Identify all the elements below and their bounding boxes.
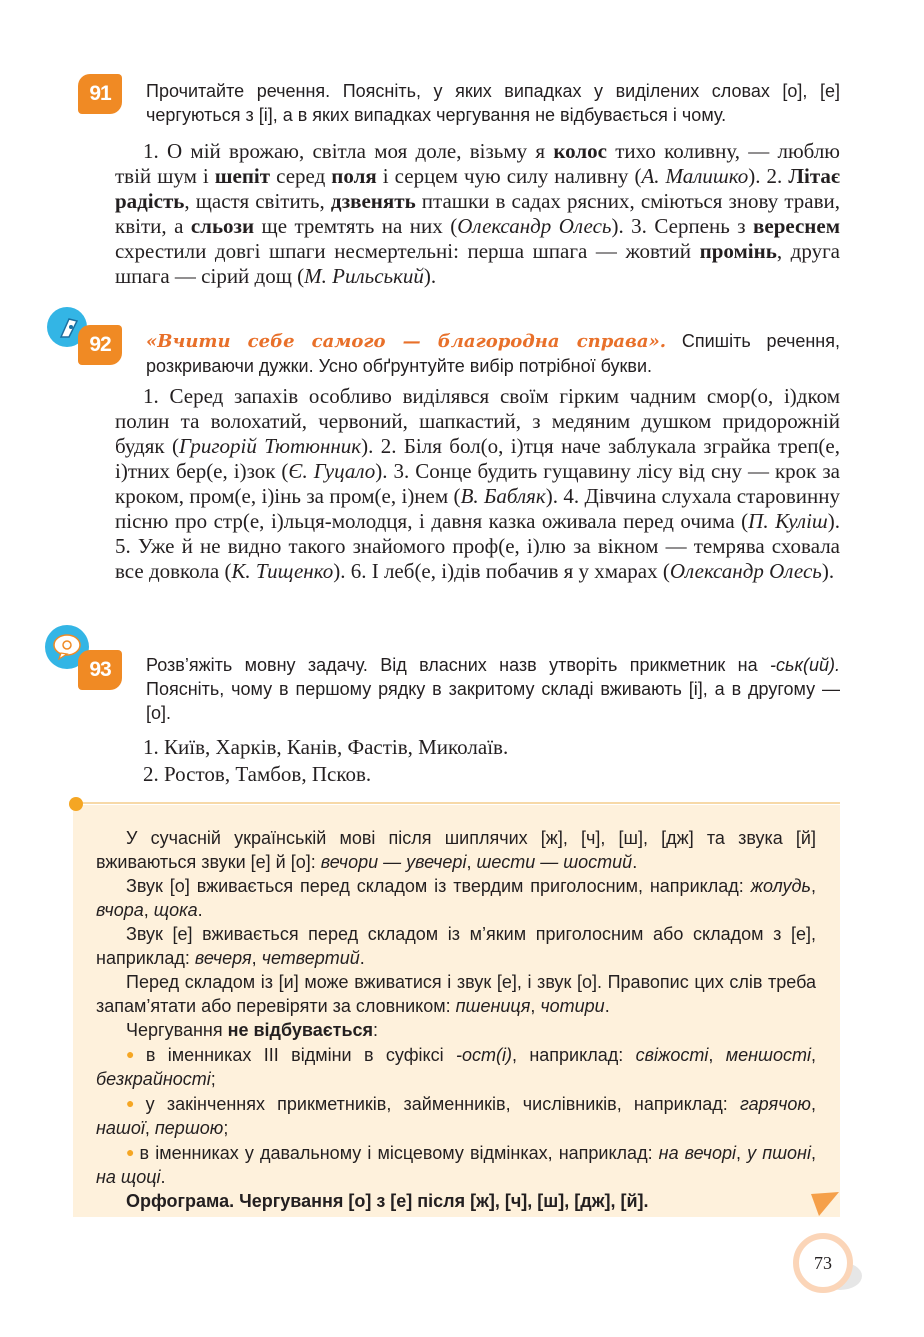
example-word: нашої [96, 1118, 145, 1138]
corner-arrow-icon [811, 1192, 839, 1218]
text-run: , [810, 1094, 816, 1114]
text-run: 1. О мій врожаю, світла моя доле, візьму я [143, 139, 554, 163]
text-run: , [144, 1118, 155, 1138]
italic-text: Олександр Олесь [669, 559, 822, 583]
example-word: щока [153, 900, 198, 920]
word-list [143, 734, 508, 788]
text-run: , [530, 996, 541, 1016]
text-run: Звук [е] вживається перед складом із м’яким приголосним або складом з [е], наприклад: [96, 924, 816, 968]
example-word: вчора [96, 900, 144, 920]
text-run: ). [821, 559, 835, 583]
text-run: . [197, 900, 203, 920]
text-run: 1. Серед запахів особливо виділявся своїм гірким чадним смор(о, і)дком полин та волохатий, червоний, шапкастий, з медяним душком придорожній будяк ( [115, 384, 840, 458]
exercise-number: 91 [89, 82, 111, 105]
exercise-number: 92 [89, 333, 111, 356]
word-list-line: 2. Ростов, Тамбов, Псков. [143, 762, 372, 786]
bullet-icon: ● [126, 1144, 136, 1160]
rule-marker-dot [69, 797, 83, 811]
text-run: . [632, 852, 638, 872]
text-run: Перед складом із [и] може вживатися і звук [е], і звук [о]. Правопис цих слів треба запам’ятати або перевіряти за словником: [96, 972, 816, 1016]
text-run: , [708, 1045, 726, 1065]
exercise-number-badge [78, 74, 122, 114]
italic-text: В. Бабляк [460, 484, 546, 508]
italic-text: Є. Гуцало [288, 459, 376, 483]
text-run: у закінченнях прикметників, займенників, числівників, наприклад: [145, 1094, 740, 1114]
highlighted-word: колос [553, 139, 607, 163]
text-run: ). 3. Серпень з [611, 214, 754, 238]
instruction-text: Розв’яжіть мовну задачу. Від власних назв утворіть прикметник на [146, 655, 771, 675]
example-word: меншості [725, 1045, 811, 1065]
text-run: , [466, 852, 477, 872]
orthogram-title: Орфограма. Чергування [о] з [е] після [ж], [ч], [ш], [дж], [й]. [126, 1191, 649, 1211]
instruction-text: Спишіть речення, розкриваючи дужки. Усно обґрунтуйте вибір потрібної букви. [146, 331, 840, 376]
italic-text: П. Куліш [748, 509, 828, 533]
example-word: жолудь [750, 876, 811, 896]
text-run: ). 2. [748, 164, 789, 188]
suffix-text: -ськ(ий). [770, 655, 840, 675]
text-run: Звук [о] вживається перед складом із твердим приголосним, наприклад: [126, 876, 751, 896]
text-run: . [160, 1167, 166, 1187]
example-word: вечеря [194, 948, 252, 968]
text-run: ). 4. Дівчина слухала старовинну пісню про стр(е, і)льця-молодця, і давня казка оживала перед очима ( [115, 484, 840, 533]
text-run: , [810, 1045, 816, 1065]
text-run: , наприклад: [511, 1045, 636, 1065]
text-run: , щастя світить, [184, 189, 331, 213]
text-run: ). 5. Уже й не видно такого знайомого проф(е, і)лю за вікном — темрява сховала все довкола ( [115, 509, 841, 583]
text-run: : [373, 1020, 379, 1040]
rule-paragraph [96, 874, 816, 922]
highlighted-word: вереснем [753, 214, 840, 238]
rule-paragraph [96, 1018, 816, 1042]
rule-paragraph [96, 970, 816, 1018]
text-run: в іменниках у давальному і місцевому відмінках, наприклад: [139, 1143, 659, 1163]
italic-text: К. Тищенко [231, 559, 334, 583]
bold-text: не відбувається [227, 1020, 374, 1040]
text-run: . [359, 948, 365, 968]
exercise-sentences [115, 139, 840, 289]
text-run: ще тремтять на них ( [254, 214, 458, 238]
word-list-line: 1. Київ, Харків, Канів, Фастів, Миколаїв. [143, 735, 509, 759]
exercise-number: 93 [89, 658, 111, 681]
example-word: у пшоні [747, 1143, 811, 1163]
highlighted-word: поля [331, 164, 377, 188]
italic-text: Олександр Олесь [457, 214, 612, 238]
exercise-sentences [115, 384, 840, 584]
example-word: гарячою [740, 1094, 811, 1114]
exercise-instruction [146, 653, 840, 725]
text-run: тихо коливну, — люблю твій шум і [115, 139, 840, 188]
example-word: вечори — увечері [320, 852, 467, 872]
rule-text [96, 826, 816, 1213]
exercise-number-badge [78, 325, 122, 365]
exercise-instruction: Прочитайте речення. Поясніть, у яких випадках у виділених словах [о], [е] чергуються з [і], а в яких випадках чергування не відбувається і чому. [146, 81, 840, 125]
rule-paragraph [96, 922, 816, 970]
text-run: ). 6. І леб(е, і)дів побачив я у хмарах ( [333, 559, 670, 583]
highlighted-word: промінь [699, 239, 777, 263]
rule-bullet-item [96, 1091, 816, 1140]
example-word: на щоці [96, 1167, 161, 1187]
example-word: шести — шостий [476, 852, 633, 872]
text-run: У сучасній українській мові після шиплячих [ж], [ч], [ш], [дж] та звука [й] вживаються звуки [е] й [о]: [96, 828, 816, 872]
exercise-number-badge [78, 650, 122, 690]
text-run: ). [423, 264, 437, 288]
exercise-instruction [146, 329, 840, 378]
text-run: в іменниках ІІІ відміни в суфіксі [145, 1045, 456, 1065]
example-word: на вечорі [658, 1143, 737, 1163]
highlighted-word: сльози [190, 214, 255, 238]
example-word: четвертий [261, 948, 360, 968]
text-run: схрестили довгі шпаги несмертельні: перша шпага — жовтий [115, 239, 700, 263]
example-word: -ост(і) [455, 1045, 512, 1065]
example-word: безкрайності [96, 1069, 211, 1089]
text-run: . [604, 996, 610, 1016]
text-run: ). 2. Біля бол(о, і)тця наче заблукала зграйка треп(е, і)тних бер(е, і)зок ( [115, 434, 840, 483]
bullet-icon: ● [126, 1095, 142, 1111]
rule-bullet-item [96, 1140, 816, 1189]
text-run: пташки в садах рясних, сміються знову трави, квіти, а [115, 189, 840, 238]
text-run: , [736, 1143, 748, 1163]
instruction-text: Поясніть, чому в першому рядку в закритому складі вживають [і], а в другому — [о]. [146, 679, 840, 723]
example-word: свіжості [635, 1045, 709, 1065]
rule-bullet-item [96, 1042, 816, 1091]
text-run: , [810, 876, 816, 896]
rule-paragraph [96, 826, 816, 874]
text-run: ). 3. Сонце будить гущавину лісу від сну — крок за кроком, пром(е, і)інь за пром(е, і)нем ( [115, 459, 840, 508]
text-run: Чергування [126, 1020, 228, 1040]
italic-text: Григорій Тютюнник [178, 434, 362, 458]
italic-text: А. Малишко [641, 164, 749, 188]
highlighted-word: шепіт [214, 164, 271, 188]
bullet-icon: ● [126, 1046, 142, 1062]
rule-divider [78, 802, 840, 804]
example-word: чотири [540, 996, 605, 1016]
text-run: , [810, 1143, 816, 1163]
example-word: пшениця [455, 996, 531, 1016]
rubric-title: «Вчити себе самого — благородна справа». [146, 331, 666, 352]
highlighted-word: дзвенять [330, 189, 416, 213]
text-run: і серцем чую силу наливну ( [376, 164, 642, 188]
text-run: , друга шпага — сірий дощ ( [115, 239, 841, 288]
text-run: , [251, 948, 262, 968]
text-run: серед [270, 164, 332, 188]
text-run: , [143, 900, 154, 920]
page-number: 73 [793, 1233, 853, 1293]
example-word: першою [154, 1118, 224, 1138]
text-run: ; [210, 1069, 216, 1089]
highlighted-word: Літає радість [115, 164, 840, 213]
text-run: ; [223, 1118, 229, 1138]
italic-text: М. Рильський [304, 264, 424, 288]
